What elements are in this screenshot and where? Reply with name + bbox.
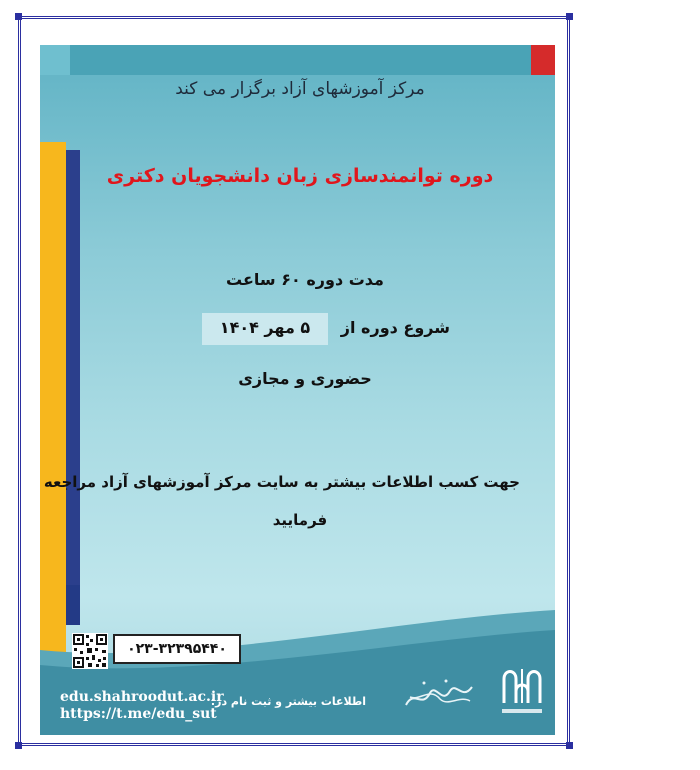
yellow-side-bar xyxy=(40,142,66,675)
border-corner xyxy=(15,13,22,20)
navy-side-bar xyxy=(66,150,80,625)
start-label: شروع دوره از xyxy=(340,318,450,337)
border-corner xyxy=(566,742,573,749)
telegram-link[interactable]: https://t.me/edu_sut xyxy=(60,706,217,722)
start-date: ۵ مهر ۱۴۰۴ xyxy=(219,318,311,337)
course-title: دوره توانمندسازی زبان دانشجویان دکتری xyxy=(106,165,494,187)
info-text-line1: جهت کسب اطلاعات بیشتر به سایت مرکز آموزشهای آزاد مراجعه xyxy=(43,473,520,491)
top-band xyxy=(40,45,555,75)
border-corner xyxy=(15,742,22,749)
decor-square xyxy=(40,45,70,75)
info-text-line2: فرمایید xyxy=(272,511,328,529)
university-logo-icon xyxy=(500,663,544,721)
calligraphy-logo-icon xyxy=(400,675,480,715)
phone-number[interactable]: ۰۲۳-۳۲۳۹۵۴۴۰ xyxy=(113,634,241,664)
course-duration: مدت دوره ۶۰ ساعت xyxy=(226,270,384,289)
register-text: اطلاعات بیشتر و ثبت نام در: xyxy=(210,695,366,708)
course-mode: حضوری و مجازی xyxy=(238,369,372,388)
course-poster xyxy=(40,45,555,735)
border-corner xyxy=(566,13,573,20)
red-corner-block xyxy=(531,45,555,75)
qr-code-icon[interactable] xyxy=(72,633,108,669)
website-link[interactable]: edu.shahroodut.ac.ir xyxy=(60,689,224,705)
organizer-line: مرکز آموزشهای آزاد برگزار می کند xyxy=(175,79,425,99)
